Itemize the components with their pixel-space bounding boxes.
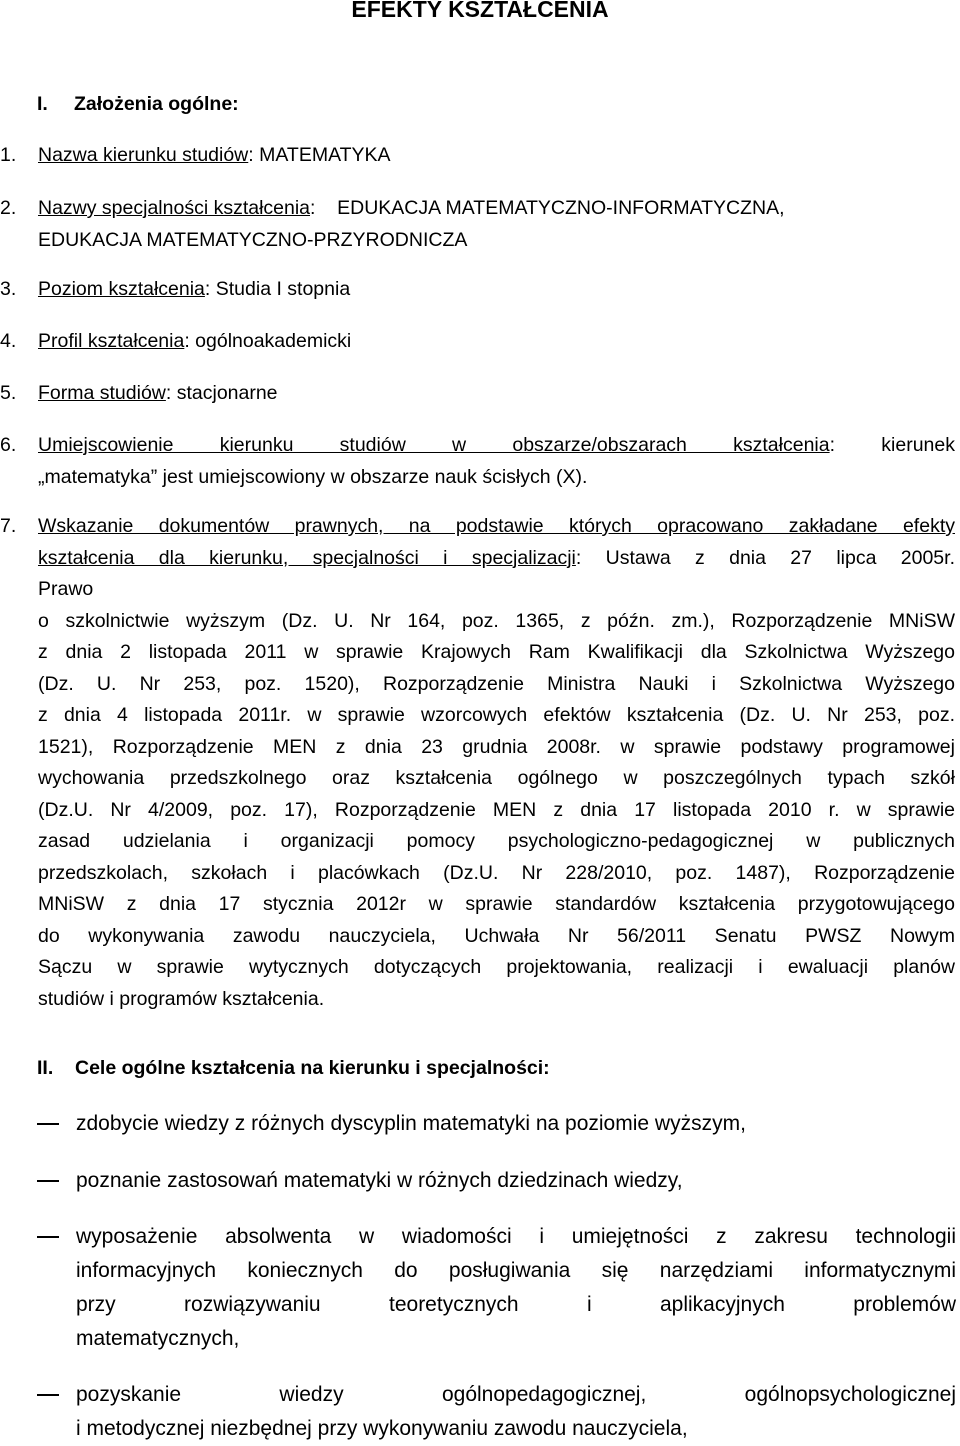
item-label: Nazwy specjalności kształcenia	[38, 197, 311, 219]
bullet-text: wyposażenie absolwenta w wiadomości i umiejętności z zakresu technologii	[76, 1225, 956, 1248]
section-2-title: Cele ogólne kształcenia na kierunku i specjalności:	[75, 1057, 550, 1079]
legal-text-line: Prawo	[38, 578, 94, 600]
item-label: Forma studiów	[38, 382, 166, 404]
document-title: EFEKTY KSZTAŁCENIA	[351, 0, 609, 22]
bullet-text: zdobycie wiedzy z różnych dyscyplin matematyki na poziomie wyższym,	[76, 1112, 746, 1135]
item-number: 6.	[0, 434, 17, 456]
item-number: 3.	[0, 278, 17, 300]
item-value-continued: „matematyka” jest umiejscowiony w obszarze nauk ścisłych (X).	[38, 465, 588, 488]
dash-bullet-icon	[37, 1394, 59, 1396]
legal-text-line: o szkolnictwie wyższym (Dz. U. Nr 164, poz. 1365, z późn. zm.), Rozporządzenie MNiSW	[38, 609, 955, 632]
dash-bullet-icon	[37, 1180, 59, 1182]
legal-text-line: przedszkolach, szkołach i placówkach (Dz.U. Nr 228/2010, poz. 1487), Rozporządzenie	[38, 861, 955, 884]
section-2-heading	[37, 1054, 550, 1082]
item-value: kierunek	[881, 434, 955, 456]
legal-text-line: (Dz.U. Nr 4/2009, poz. 17), Rozporządzenie MEN z dnia 17 listopada 2010 r. w sprawie	[38, 798, 955, 821]
item-number: 5.	[0, 382, 17, 404]
bullet-text: przy rozwiązywaniu teoretycznych i aplikacyjnych problemów	[76, 1293, 956, 1316]
section-1-heading	[37, 90, 239, 118]
item-number: 2.	[0, 197, 17, 219]
item-number: 4.	[0, 330, 17, 352]
item-value-continued: EDUKACJA MATEMATYCZNO-PRZYRODNICZA	[38, 228, 468, 251]
legal-text-line: Sączu w sprawie wytycznych dotyczących projektowania, realizacji i ewaluacji planów	[38, 956, 955, 978]
legal-text-line: do wykonywania zawodu nauczyciela, Uchwała Nr 56/2011 Senatu PWSZ Nowym	[38, 924, 955, 947]
legal-text-line: (Dz. U. Nr 253, poz. 1520), Rozporządzenie Ministra Nauki i Szkolnictwa Wyższego	[38, 672, 955, 695]
section-1-title: Założenia ogólne:	[74, 93, 239, 115]
item-value: stacjonarne	[176, 382, 278, 404]
item-label-continued: kształcenia dla kierunku, specjalności i specjalizacji	[38, 546, 576, 569]
section-1-number: I.	[37, 93, 48, 115]
section-2-number: II.	[37, 1057, 54, 1079]
item-label: Umiejscowienie kierunku studiów w obszarze/obszarach kształcenia	[38, 434, 830, 456]
item-number: 1.	[0, 144, 17, 166]
item-value: ogólnoakademicki	[195, 330, 352, 352]
item-label: Poziom kształcenia	[38, 278, 205, 300]
legal-text-line: 1521), Rozporządzenie MEN z dnia 23 grudnia 2008r. w sprawie podstawy programowej	[38, 735, 955, 758]
bullet-text: i metodycznej niezbędnej przy wykonywaniu zawodu nauczyciela,	[76, 1417, 688, 1440]
item-label: Nazwa kierunku studiów	[38, 144, 249, 166]
document-page: EFEKTY KSZTAŁCENIA I. Założenia ogólne: 1. Nazwa kierunku studiów: MATEMATYKA 2. Nazwy specjalności kształcenia: EDUKACJA MATEMATYCZNO-INFORMATYCZNA, EDUKACJA MATEMATYCZNO-PRZYRODNICZA 3. Poziom kształcenia: Studia I stopnia 4. Profil kształcenia: ogólnoakademicki 5. Forma studiów: stacjonarne 6. Umiejscowienie kierunku studiów w obszarze/obszarach kształcenia: kierunek „matematyka” jest umiejscowiony w obszarze nauk ścisłych (X). 7. Wskazanie dokumentów prawnych, na podstawie których opracowano zakładane efekty kształcenia dla kierunku, specjalności i specjalizacji: Ustawa z dnia 27 lipca 2005r. Prawo o szkolnictwie wyższym (Dz. U. Nr 164, poz. 1365, z późn. zm.), Rozporządzenie MNiSW z dnia 2 listopada 2011 w sprawie Krajowych Ram Kwalifikacji dla Szkolnictwa Wyższego (Dz. U. Nr 253, poz. 1520), Rozporządzenie Ministra Nauki i Szkolnictwa Wyższego z dnia 4 listopada 2011r. w sprawie wzorcowych efektów kształcenia (Dz. U. Nr 253, poz. 1521), Rozporządzenie MEN z dnia 23 grudnia 2008r. w sprawie podstawy programowej wychowania przedszkolnego oraz kształcenia ogólnego w poszczególnych typach szkół (Dz.U. Nr 4/2009, poz. 17), Rozporządzenie MEN z dnia 17 listopada 2010 r. w sprawie zasad udzielania i organizacji pomocy psychologiczno-pedagogicznej w publicznych przedszkolach, szkołach i placówkach (Dz.U. Nr 228/2010, poz. 1487), Rozporządzenie MNiSW z dnia 17 stycznia 2012r w sprawie standardów kształcenia przygotowującego do wykonywania zawodu nauczyciela, Uchwała Nr 56/2011 Senatu PWSZ Nowym Sączu w sprawie wytycznych dotyczących projektowania, realizacji i ewaluacji planów studiów i programów kształcenia. II. Cele ogólne kształcenia na kierunku i specjalności: zdobycie wiedzy z różnych dyscyplin matematyki na poziomie wyższym, poznanie zastosowań matematyki w różnych dziedzinach wiedzy, wyposażenie absolwenta w wiadomości i umiejętności z zakresu technologii informacyjnych koniecznych do posługiwania się narzędziami informatycznymi przy rozwiązywaniu teoretycznych i aplikacyjnych problemów matematycznych, pozyskanie wiedzy ogólnopedagogicznej, ogólnopsychologicznej i metodycznej niezbędnej przy wykonywaniu zawodu nauczyciela,	[0, 0, 960, 1446]
item-value: EDUKACJA MATEMATYCZNO-INFORMATYCZNA,	[337, 197, 785, 219]
legal-text-line: wychowania przedszkolnego oraz kształcenia ogólnego w poszczególnych typach szkół	[38, 767, 955, 789]
item-label: Wskazanie dokumentów prawnych, na podstawie których opracowano zakładane efekty	[38, 515, 955, 537]
bullet-text: matematycznych,	[76, 1327, 240, 1350]
item-value: Ustawa z dnia 27 lipca 2005r.	[605, 546, 955, 569]
legal-text-line: studiów i programów kształcenia.	[38, 987, 325, 1010]
bullet-text: pozyskanie wiedzy ogólnopedagogicznej, ogólnopsychologicznej	[76, 1383, 956, 1406]
legal-text-line: z dnia 4 listopada 2011r. w sprawie wzorcowych efektów kształcenia (Dz. U. Nr 253, poz.	[38, 704, 955, 726]
dash-bullet-icon	[37, 1236, 59, 1238]
legal-text-line: zasad udzielania i organizacji pomocy psychologiczno-pedagogicznej w publicznych	[38, 830, 955, 852]
legal-text-line: MNiSW z dnia 17 stycznia 2012r w sprawie standardów kształcenia przygotowującego	[38, 893, 955, 915]
item-number: 7.	[0, 515, 17, 537]
legal-text-line: z dnia 2 listopada 2011 w sprawie Krajowych Ram Kwalifikacji dla Szkolnictwa Wyższego	[38, 641, 955, 663]
bullet-text: informacyjnych koniecznych do posługiwania się narzędziami informatycznymi	[76, 1259, 956, 1282]
dash-bullet-icon	[37, 1123, 59, 1125]
item-value: MATEMATYKA	[259, 144, 391, 166]
item-label: Profil kształcenia	[38, 330, 185, 352]
item-value: Studia I stopnia	[215, 278, 351, 300]
bullet-text: poznanie zastosowań matematyki w różnych dziedzinach wiedzy,	[76, 1169, 683, 1192]
